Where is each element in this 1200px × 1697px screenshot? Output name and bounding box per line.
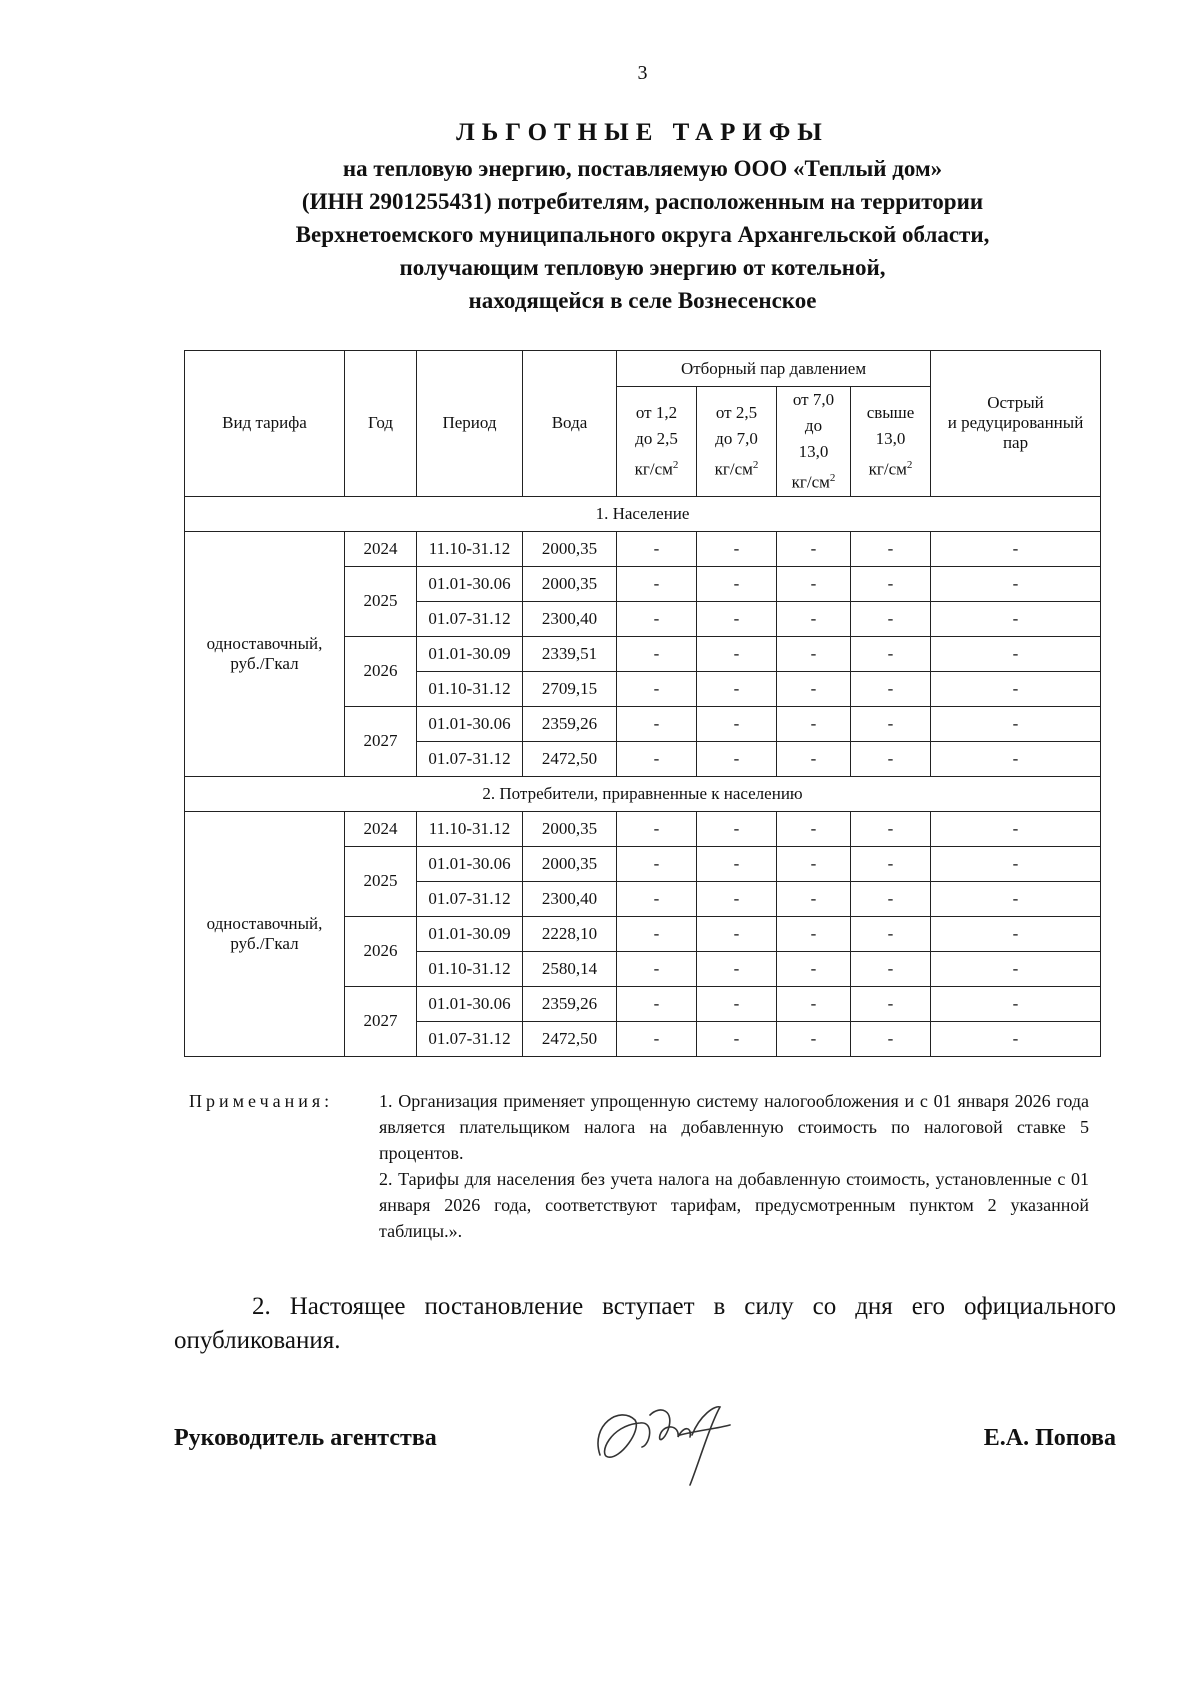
empty-tariff-cell: -: [617, 601, 697, 636]
empty-tariff-cell: -: [617, 916, 697, 951]
empty-tariff-cell: -: [617, 706, 697, 741]
water-tariff-cell: 2000,35: [523, 531, 617, 566]
empty-tariff-cell: -: [697, 881, 777, 916]
period-cell: 01.10-31.12: [417, 951, 523, 986]
header-steam-2-line: от 2,5: [715, 403, 758, 422]
water-tariff-cell: 2228,10: [523, 916, 617, 951]
unit-superscript: 2: [829, 472, 836, 484]
empty-tariff-cell: -: [777, 741, 851, 776]
year-cell: 2027: [345, 706, 417, 776]
page-number: 3: [637, 62, 648, 84]
header-steam-2: [697, 387, 777, 497]
header-steam-4: [851, 387, 931, 497]
empty-tariff-cell: -: [931, 636, 1101, 671]
empty-tariff-cell: -: [617, 986, 697, 1021]
empty-tariff-cell: -: [931, 706, 1101, 741]
empty-tariff-cell: -: [931, 811, 1101, 846]
header-steam-1: [617, 387, 697, 497]
empty-tariff-cell: -: [851, 706, 931, 741]
empty-tariff-cell: -: [697, 916, 777, 951]
empty-tariff-cell: -: [777, 566, 851, 601]
signature-row: [174, 1425, 1116, 1475]
header-sharp-line-2: и редуцированный: [947, 413, 1084, 433]
tariff-type-cell: [185, 811, 345, 1056]
empty-tariff-cell: -: [931, 951, 1101, 986]
empty-tariff-cell: -: [931, 741, 1101, 776]
year-cell: 2024: [345, 811, 417, 846]
tariff-unit-line: руб./Гкал: [230, 933, 299, 953]
period-cell: 01.01-30.09: [417, 916, 523, 951]
section-title: 2. Потребители, приравненные к населению: [185, 776, 1101, 811]
empty-tariff-cell: -: [851, 671, 931, 706]
empty-tariff-cell: -: [617, 811, 697, 846]
header-sharp-line-1: Острый: [987, 393, 1044, 413]
header-steam-4-line: свыше: [866, 403, 915, 422]
period-cell: 01.01-30.06: [417, 706, 523, 741]
period-cell: 01.01-30.09: [417, 636, 523, 671]
empty-tariff-cell: -: [777, 916, 851, 951]
unit-superscript: 2: [906, 459, 913, 471]
empty-tariff-cell: -: [851, 846, 931, 881]
empty-tariff-cell: -: [777, 601, 851, 636]
title-line-4: получающим тепловую энергию от котельной,: [399, 255, 886, 280]
header-steam-2-line: до 7,0: [715, 429, 758, 448]
notes-body: [379, 1088, 1089, 1244]
empty-tariff-cell: -: [851, 741, 931, 776]
tariff-type-line: одноставочный,: [206, 633, 323, 653]
unit-superscript: 2: [672, 459, 679, 471]
period-cell: 01.07-31.12: [417, 881, 523, 916]
empty-tariff-cell: -: [931, 531, 1101, 566]
empty-tariff-cell: -: [617, 671, 697, 706]
note-item-2: 2. Тарифы для населения без учета налога на добавленную стоимость, установленные с 01 января 2026 года, соответствуют тарифам, предусмотренным пунктом 2 указанной таблицы.».: [379, 1169, 1089, 1241]
empty-tariff-cell: -: [931, 846, 1101, 881]
unit-superscript: 2: [752, 459, 759, 471]
empty-tariff-cell: -: [777, 706, 851, 741]
water-tariff-cell: 2472,50: [523, 741, 617, 776]
header-year: Год: [345, 351, 417, 497]
header-steam-group: Отборный пар давлением: [617, 351, 931, 387]
period-cell: 11.10-31.12: [417, 811, 523, 846]
water-tariff-cell: 2359,26: [523, 986, 617, 1021]
period-cell: 01.10-31.12: [417, 671, 523, 706]
tariff-type-line: одноставочный,: [206, 913, 323, 933]
empty-tariff-cell: -: [777, 846, 851, 881]
empty-tariff-cell: -: [777, 881, 851, 916]
empty-tariff-cell: -: [931, 916, 1101, 951]
title-line-2: (ИНН 2901255431) потребителям, расположенным на территории: [301, 189, 984, 214]
empty-tariff-cell: -: [931, 1021, 1101, 1056]
section-title: 1. Население: [185, 496, 1101, 531]
empty-tariff-cell: -: [617, 951, 697, 986]
year-cell: 2027: [345, 986, 417, 1056]
header-tariff-type: Вид тарифа: [185, 351, 345, 497]
header-steam-4-line: 13,0: [875, 429, 906, 448]
header-steam-3-line: до: [804, 416, 823, 435]
water-tariff-cell: 2580,14: [523, 951, 617, 986]
empty-tariff-cell: -: [777, 951, 851, 986]
empty-tariff-cell: -: [777, 811, 851, 846]
water-tariff-cell: 2709,15: [523, 671, 617, 706]
water-tariff-cell: 2000,35: [523, 566, 617, 601]
empty-tariff-cell: -: [851, 1021, 931, 1056]
clause-2: 2. Настоящее постановление вступает в силу со дня его официального опубликования.: [174, 1293, 1116, 1354]
empty-tariff-cell: -: [851, 531, 931, 566]
empty-tariff-cell: -: [777, 1021, 851, 1056]
empty-tariff-cell: -: [777, 986, 851, 1021]
header-steam-4-unit: кг/см: [868, 459, 907, 479]
water-tariff-cell: 2300,40: [523, 881, 617, 916]
tariff-table: [184, 350, 1101, 1057]
empty-tariff-cell: -: [617, 531, 697, 566]
empty-tariff-cell: -: [617, 881, 697, 916]
empty-tariff-cell: -: [777, 636, 851, 671]
empty-tariff-cell: -: [777, 531, 851, 566]
empty-tariff-cell: -: [851, 916, 931, 951]
empty-tariff-cell: -: [777, 671, 851, 706]
empty-tariff-cell: -: [851, 951, 931, 986]
header-steam-3-line: от 7,0: [792, 390, 835, 409]
signer-name: Е.А. Попова: [983, 1425, 1116, 1451]
empty-tariff-cell: -: [697, 531, 777, 566]
period-cell: 01.07-31.12: [417, 1021, 523, 1056]
empty-tariff-cell: -: [851, 566, 931, 601]
header-sharp-steam: [931, 351, 1101, 497]
empty-tariff-cell: -: [931, 566, 1101, 601]
empty-tariff-cell: -: [697, 566, 777, 601]
title-line-3: Верхнетоемского муниципального округа Архангельской области,: [295, 222, 990, 247]
header-sharp-line-3: пар: [1002, 433, 1029, 453]
empty-tariff-cell: -: [697, 951, 777, 986]
water-tariff-cell: 2339,51: [523, 636, 617, 671]
empty-tariff-cell: -: [851, 601, 931, 636]
empty-tariff-cell: -: [697, 671, 777, 706]
period-cell: 01.07-31.12: [417, 601, 523, 636]
empty-tariff-cell: -: [617, 566, 697, 601]
empty-tariff-cell: -: [931, 881, 1101, 916]
header-steam-3-line: 13,0: [798, 442, 829, 461]
header-steam-3-unit: кг/см: [791, 472, 830, 492]
water-tariff-cell: 2000,35: [523, 846, 617, 881]
empty-tariff-cell: -: [697, 741, 777, 776]
empty-tariff-cell: -: [697, 636, 777, 671]
table-row: [185, 811, 1101, 846]
empty-tariff-cell: -: [697, 846, 777, 881]
tariff-unit-line: руб./Гкал: [230, 653, 299, 673]
empty-tariff-cell: -: [617, 741, 697, 776]
document-title: [150, 118, 1135, 317]
year-cell: 2026: [345, 636, 417, 706]
header-period: Период: [417, 351, 523, 497]
table-row: [185, 531, 1101, 566]
title-main: ЛЬГОТНЫЕ ТАРИФЫ: [456, 119, 829, 146]
period-cell: 01.01-30.06: [417, 566, 523, 601]
tariff-type-cell: [185, 531, 345, 776]
year-cell: 2024: [345, 531, 417, 566]
empty-tariff-cell: -: [851, 811, 931, 846]
year-cell: 2026: [345, 916, 417, 986]
notes-label: Примечания:: [189, 1091, 334, 1111]
period-cell: 11.10-31.12: [417, 531, 523, 566]
empty-tariff-cell: -: [697, 601, 777, 636]
header-steam-1-line: до 2,5: [635, 429, 678, 448]
year-cell: 2025: [345, 566, 417, 636]
empty-tariff-cell: -: [851, 636, 931, 671]
year-cell: 2025: [345, 846, 417, 916]
signer-position: Руководитель агентства: [174, 1425, 437, 1451]
empty-tariff-cell: -: [617, 846, 697, 881]
note-item-1: 1. Организация применяет упрощенную систему налогообложения и с 01 января 2026 года является плательщиком налога на добавленную стоимость по налоговой ставке 5 процентов.: [379, 1091, 1089, 1163]
water-tariff-cell: 2300,40: [523, 601, 617, 636]
title-line-1: на тепловую энергию, поставляемую ООО «Теплый дом»: [342, 156, 943, 181]
header-steam-3: [777, 387, 851, 497]
water-tariff-cell: 2000,35: [523, 811, 617, 846]
header-steam-1-line: от 1,2: [635, 403, 678, 422]
water-tariff-cell: 2359,26: [523, 706, 617, 741]
empty-tariff-cell: -: [697, 706, 777, 741]
empty-tariff-cell: -: [697, 811, 777, 846]
empty-tariff-cell: -: [697, 986, 777, 1021]
title-line-5: находящейся в селе Вознесенское: [468, 288, 817, 313]
header-steam-2-unit: кг/см: [714, 459, 753, 479]
empty-tariff-cell: -: [931, 671, 1101, 706]
header-water: Вода: [523, 351, 617, 497]
empty-tariff-cell: -: [851, 986, 931, 1021]
empty-tariff-cell: -: [931, 986, 1101, 1021]
header-steam-1-unit: кг/см: [634, 459, 673, 479]
period-cell: 01.07-31.12: [417, 741, 523, 776]
period-cell: 01.01-30.06: [417, 846, 523, 881]
empty-tariff-cell: -: [697, 1021, 777, 1056]
empty-tariff-cell: -: [617, 1021, 697, 1056]
period-cell: 01.01-30.06: [417, 986, 523, 1021]
empty-tariff-cell: -: [931, 601, 1101, 636]
empty-tariff-cell: -: [617, 636, 697, 671]
water-tariff-cell: 2472,50: [523, 1021, 617, 1056]
empty-tariff-cell: -: [851, 881, 931, 916]
